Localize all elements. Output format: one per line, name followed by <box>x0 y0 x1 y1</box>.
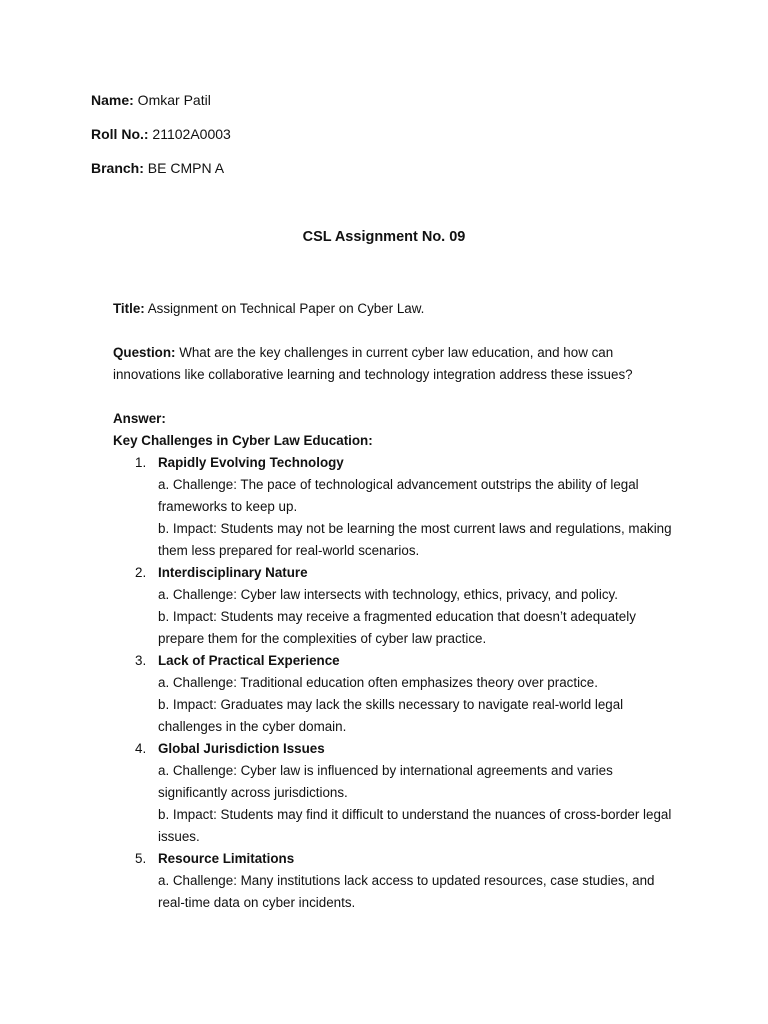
name-value: Omkar Patil <box>133 92 211 108</box>
item-challenge: a. Challenge: Cyber law is influenced by international agreements and varies significantly across jurisdictions. <box>158 763 613 800</box>
roll-line <box>91 124 231 158</box>
name-line <box>91 90 231 124</box>
item-impact: b. Impact: Students may receive a fragmented education that doesn’t adequately prepare them for the complexities of cyber law practice. <box>158 609 636 646</box>
branch-line <box>91 158 231 192</box>
list-item <box>113 562 673 650</box>
branch-value: BE CMPN A <box>143 160 225 176</box>
item-challenge: a. Challenge: Traditional education often emphasizes theory over practice. <box>158 675 598 690</box>
question-label: Question: <box>113 345 176 360</box>
item-number: 2. <box>135 565 147 580</box>
item-heading: Global Jurisdiction Issues <box>158 741 325 756</box>
roll-value: 21102A0003 <box>148 126 231 142</box>
item-heading: Resource Limitations <box>158 851 295 866</box>
list-item <box>113 452 673 562</box>
item-number: 1. <box>135 455 147 470</box>
item-heading: Rapidly Evolving Technology <box>158 455 344 470</box>
challenges-heading: Key Challenges in Cyber Law Education: <box>113 433 373 448</box>
item-impact: b. Impact: Graduates may lack the skills necessary to navigate real-world legal challenges in the cyber domain. <box>158 697 624 734</box>
student-info <box>91 90 231 192</box>
title-label: Title: <box>113 301 145 316</box>
branch-label: Branch: <box>91 160 144 176</box>
list-item <box>113 848 673 914</box>
item-challenge: a. Challenge: The pace of technological advancement outstrips the ability of legal frameworks to keep up. <box>158 477 639 514</box>
item-challenge: a. Challenge: Many institutions lack access to updated resources, case studies, and real-time data on cyber incidents. <box>158 873 655 910</box>
list-item <box>113 738 673 848</box>
item-challenge: a. Challenge: Cyber law intersects with technology, ethics, privacy, and policy. <box>158 587 618 602</box>
item-impact: b. Impact: Students may not be learning the most current laws and regulations, making them less prepared for real-world scenarios. <box>158 521 672 558</box>
document-title: CSL Assignment No. 09 <box>302 229 466 245</box>
item-heading: Lack of Practical Experience <box>158 653 340 668</box>
question-paragraph <box>113 342 673 386</box>
question-value: What are the key challenges in current cyber law education, and how can innovations like collaborative learning and technology integration address these issues? <box>113 345 633 382</box>
document-body <box>113 298 673 914</box>
item-number: 4. <box>135 741 147 756</box>
name-label: Name: <box>91 92 134 108</box>
item-impact: b. Impact: Students may find it difficult to understand the nuances of cross-border legal issues. <box>158 807 672 844</box>
item-heading: Interdisciplinary Nature <box>158 565 308 580</box>
answer-label: Answer: <box>113 411 166 426</box>
list-item <box>113 650 673 738</box>
item-number: 3. <box>135 653 147 668</box>
title-value: Assignment on Technical Paper on Cyber Law. <box>144 301 425 316</box>
title-paragraph <box>113 298 673 320</box>
item-number: 5. <box>135 851 147 866</box>
challenges-list <box>113 452 673 914</box>
roll-label: Roll No.: <box>91 126 149 142</box>
